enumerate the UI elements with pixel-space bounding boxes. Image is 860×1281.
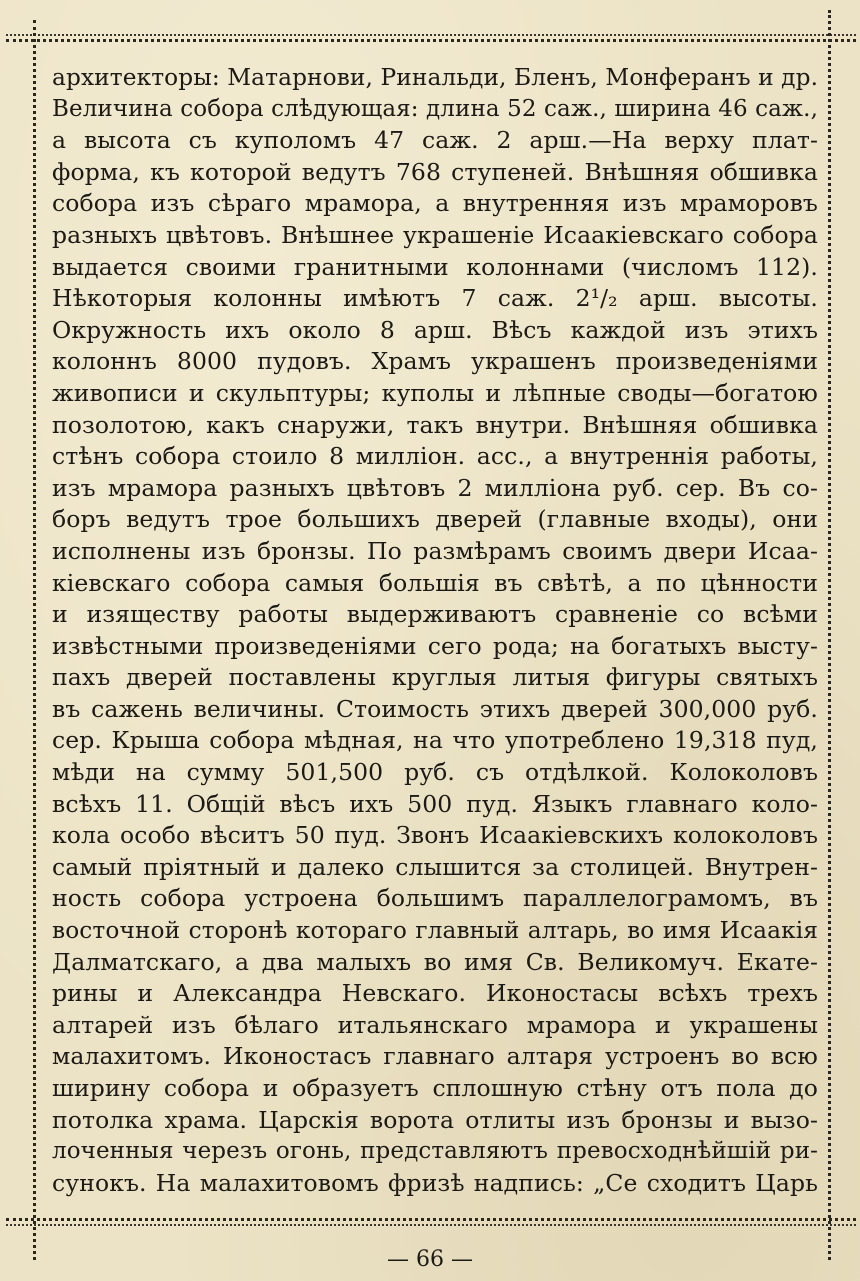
text-line: архитекторы: Матарнови, Ринальди, Бленъ, Монферанъ и др. — [52, 64, 818, 91]
text-line: пахъ дверей поставлены круглыя литыя фигуры святыхъ — [52, 663, 818, 692]
bottom-frame-rule-inner — [6, 1218, 856, 1221]
text-line: алтарей изъ бѣлаго итальянскаго мрамора и украшены — [52, 1010, 818, 1039]
text-line: стѣнъ собора стоило 8 милліон. асс., а внутреннія работы, — [52, 442, 818, 471]
text-line: рины и Александра Невскаго. Иконостасы всѣхъ трехъ — [52, 979, 818, 1008]
text-line: сунокъ. На малахитовомъ фризѣ надпись: „Се сходитъ Царь — [52, 1168, 818, 1197]
right-frame-rule — [828, 10, 831, 1260]
body-text — [52, 62, 818, 1199]
text-line: выдается своими гранитными колоннами (числомъ 112). — [52, 252, 818, 281]
bottom-frame-rule-outer — [6, 1224, 856, 1226]
text-line: а высота съ куполомъ 47 саж. 2 арш.—На верху плат- — [52, 126, 818, 155]
text-line: восточной сторонѣ котораго главный алтарь, во имя Исаакія — [52, 917, 818, 945]
left-frame-rule — [33, 20, 36, 1260]
text-line: Величина собора слѣдующая: длина 52 саж., ширина 46 саж., — [52, 95, 818, 122]
top-frame-rule-inner — [6, 39, 856, 42]
text-line: живописи и скульптуры; куполы и лѣпные своды—богатою — [52, 378, 818, 407]
text-line: колоннъ 8000 пудовъ. Храмъ украшенъ произведеніями — [52, 347, 818, 376]
text-line: разныхъ цвѣтовъ. Внѣшнее украшеніе Исаакіевскаго собора — [52, 220, 818, 249]
text-line: Далматскаго, а два малыхъ во имя Св. Великомуч. Екате- — [52, 947, 818, 976]
text-line: лоченныя черезъ огонь, представляютъ превосходнѣйшій ри- — [52, 1138, 818, 1165]
top-frame-rule-outer — [6, 34, 856, 36]
text-line: въ сажень величины. Стоимость этихъ дверей 300,000 руб. — [52, 694, 818, 723]
text-line: Нѣкоторыя колонны имѣютъ 7 саж. 2¹/₂ арш. высоты. — [52, 284, 818, 313]
page-number: — 66 — — [387, 1247, 473, 1272]
text-line: ширину собора и образуетъ сплошную стѣну отъ пола до — [52, 1074, 818, 1102]
text-line: потолка храма. Царскія ворота отлиты изъ бронзы и вызо- — [52, 1105, 818, 1134]
text-line: малахитомъ. Иконостасъ главнаго алтаря устроенъ во всю — [52, 1042, 818, 1071]
text-line: изъ мрамора разныхъ цвѣтовъ 2 милліона руб. сер. Въ со- — [52, 473, 818, 502]
text-line: самый пріятный и далеко слышится за столицей. Внутрен- — [52, 852, 818, 881]
text-line: и изяществу работы выдерживаютъ сравненіе со всѣми — [52, 600, 818, 629]
text-line: позолотою, какъ снаружи, такъ внутри. Внѣшняя обшивка — [52, 410, 818, 439]
text-line: форма, къ которой ведутъ 768 ступеней. Внѣшняя обшивка — [52, 157, 818, 186]
text-line: исполнены изъ бронзы. По размѣрамъ своимъ двери Исаа- — [52, 536, 818, 565]
text-line: мѣди на сумму 501,500 руб. съ отдѣлкой. Колоколовъ — [52, 758, 818, 787]
text-line: сер. Крыша собора мѣдная, на что употреблено 19,318 пуд, — [52, 726, 818, 755]
text-line: собора изъ сѣраго мрамора, а внутренняя изъ мраморовъ — [52, 189, 818, 218]
text-line: кола особо вѣситъ 50 пуд. Звонъ Исаакіевскихъ колоколовъ — [52, 821, 818, 850]
text-line: всѣхъ 11. Общій вѣсъ ихъ 500 пуд. Языкъ главнаго коло- — [52, 789, 818, 818]
text-line: Окружность ихъ около 8 арш. Вѣсъ каждой изъ этихъ — [52, 315, 818, 344]
text-line: ность собора устроена большимъ параллелограмомъ, въ — [52, 884, 818, 913]
text-line: кіевскаго собора самыя большія въ свѣтѣ, а по цѣнности — [52, 568, 818, 597]
text-line: боръ ведутъ трое большихъ дверей (главные входы), они — [52, 505, 818, 534]
text-line: извѣстными произведеніями сего рода; на богатыхъ высту- — [52, 631, 818, 660]
